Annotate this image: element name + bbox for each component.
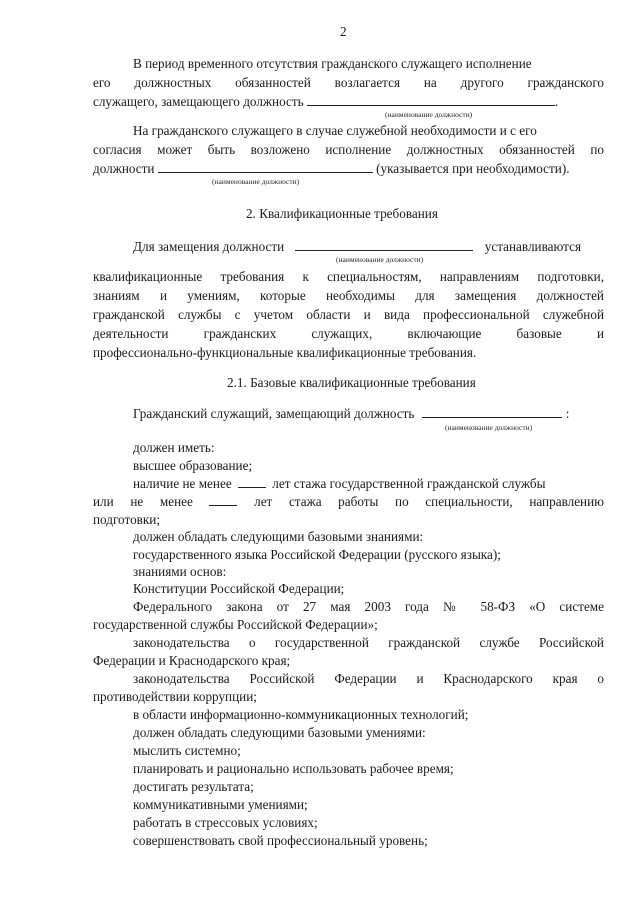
position-blank: [422, 406, 562, 418]
list-item: в области информационно-коммуникационных технологий;: [133, 707, 469, 722]
page-number: 2: [340, 24, 347, 39]
years-blank: [209, 494, 237, 506]
text-line: знаниям и умениям, которые необходимы для замещения должностей: [93, 288, 604, 303]
list-item: должен обладать следующими базовыми умениями:: [133, 725, 426, 740]
list-item: совершенствовать свой профессиональный уровень;: [133, 833, 428, 848]
list-item: Конституции Российской Федерации;: [133, 581, 345, 596]
list-item: знаниями основ:: [133, 564, 227, 579]
blank-caption: (наименование должности): [212, 177, 300, 186]
list-item: противодействии коррупции;: [93, 689, 257, 704]
list-item: мыслить системно;: [133, 743, 241, 758]
text-line: гражданской службы с учетом области и вида профессиональной служебной: [93, 307, 604, 322]
subsection-title: 2.1. Базовые квалификационные требования: [227, 375, 476, 390]
blank-caption: (наименование должности): [385, 110, 473, 119]
text-line: Гражданский служащий, замещающий должность :: [133, 406, 570, 421]
years-blank: [238, 476, 266, 488]
text-line: В период временного отсутствия гражданского служащего исполнение: [133, 56, 532, 71]
list-item: наличие не менее лет стажа государственной гражданской службы: [133, 476, 546, 491]
position-blank: [307, 94, 555, 106]
list-item: законодательства о государственной гражданской службе Российской: [133, 635, 604, 650]
section-title: 2. Квалификационные требования: [246, 206, 438, 221]
list-item: Федерального закона от 27 мая 2003 года № 58-ФЗ «О системе: [133, 599, 604, 614]
list-item: или не менее лет стажа работы по специальности, направлению: [93, 494, 605, 509]
list-item: планировать и рационально использовать рабочее время;: [133, 761, 454, 776]
text-line: Для замещения должности устанавливаются: [133, 239, 582, 254]
list-item: работать в стрессовых условиях;: [133, 815, 318, 830]
blank-caption: (наименование должности): [336, 255, 424, 264]
list-item: достигать результата;: [133, 779, 254, 794]
list-item: государственной службы Российской Федерации»;: [93, 617, 378, 632]
list-item: коммуникативными умениями;: [133, 797, 308, 812]
list-item: Федерации и Краснодарского края;: [93, 653, 291, 668]
list-item: высшее образование;: [133, 458, 253, 473]
text-line: профессионально-функциональные квалификационные требования.: [93, 345, 477, 360]
text-line: На гражданского служащего в случае служебной необходимости и с его: [133, 123, 537, 138]
position-blank: [295, 239, 473, 251]
text-line: квалификационные требования к специальностям, направлениям подготовки,: [93, 269, 604, 284]
text-line: согласия может быть возложено исполнение должностных обязанностей по: [93, 142, 604, 157]
list-item: государственного языка Российской Федерации (русского языка);: [133, 547, 501, 562]
text-line: служащего, замещающего должность .: [93, 94, 559, 109]
list-item: должен иметь:: [133, 440, 215, 455]
position-blank: [158, 161, 373, 173]
text-line: деятельности гражданских служащих, включающие базовые и: [93, 326, 604, 341]
blank-caption: (наименование должности): [445, 423, 533, 432]
text-line: его должностных обязанностей возлагается на другого гражданского: [93, 75, 604, 90]
list-item: подготовки;: [93, 512, 161, 527]
list-item: законодательства Российской Федерации и Краснодарского края о: [133, 671, 604, 686]
list-item: должен обладать следующими базовыми знаниями:: [133, 529, 424, 544]
text-line: должности (указывается при необходимости).: [93, 161, 570, 176]
